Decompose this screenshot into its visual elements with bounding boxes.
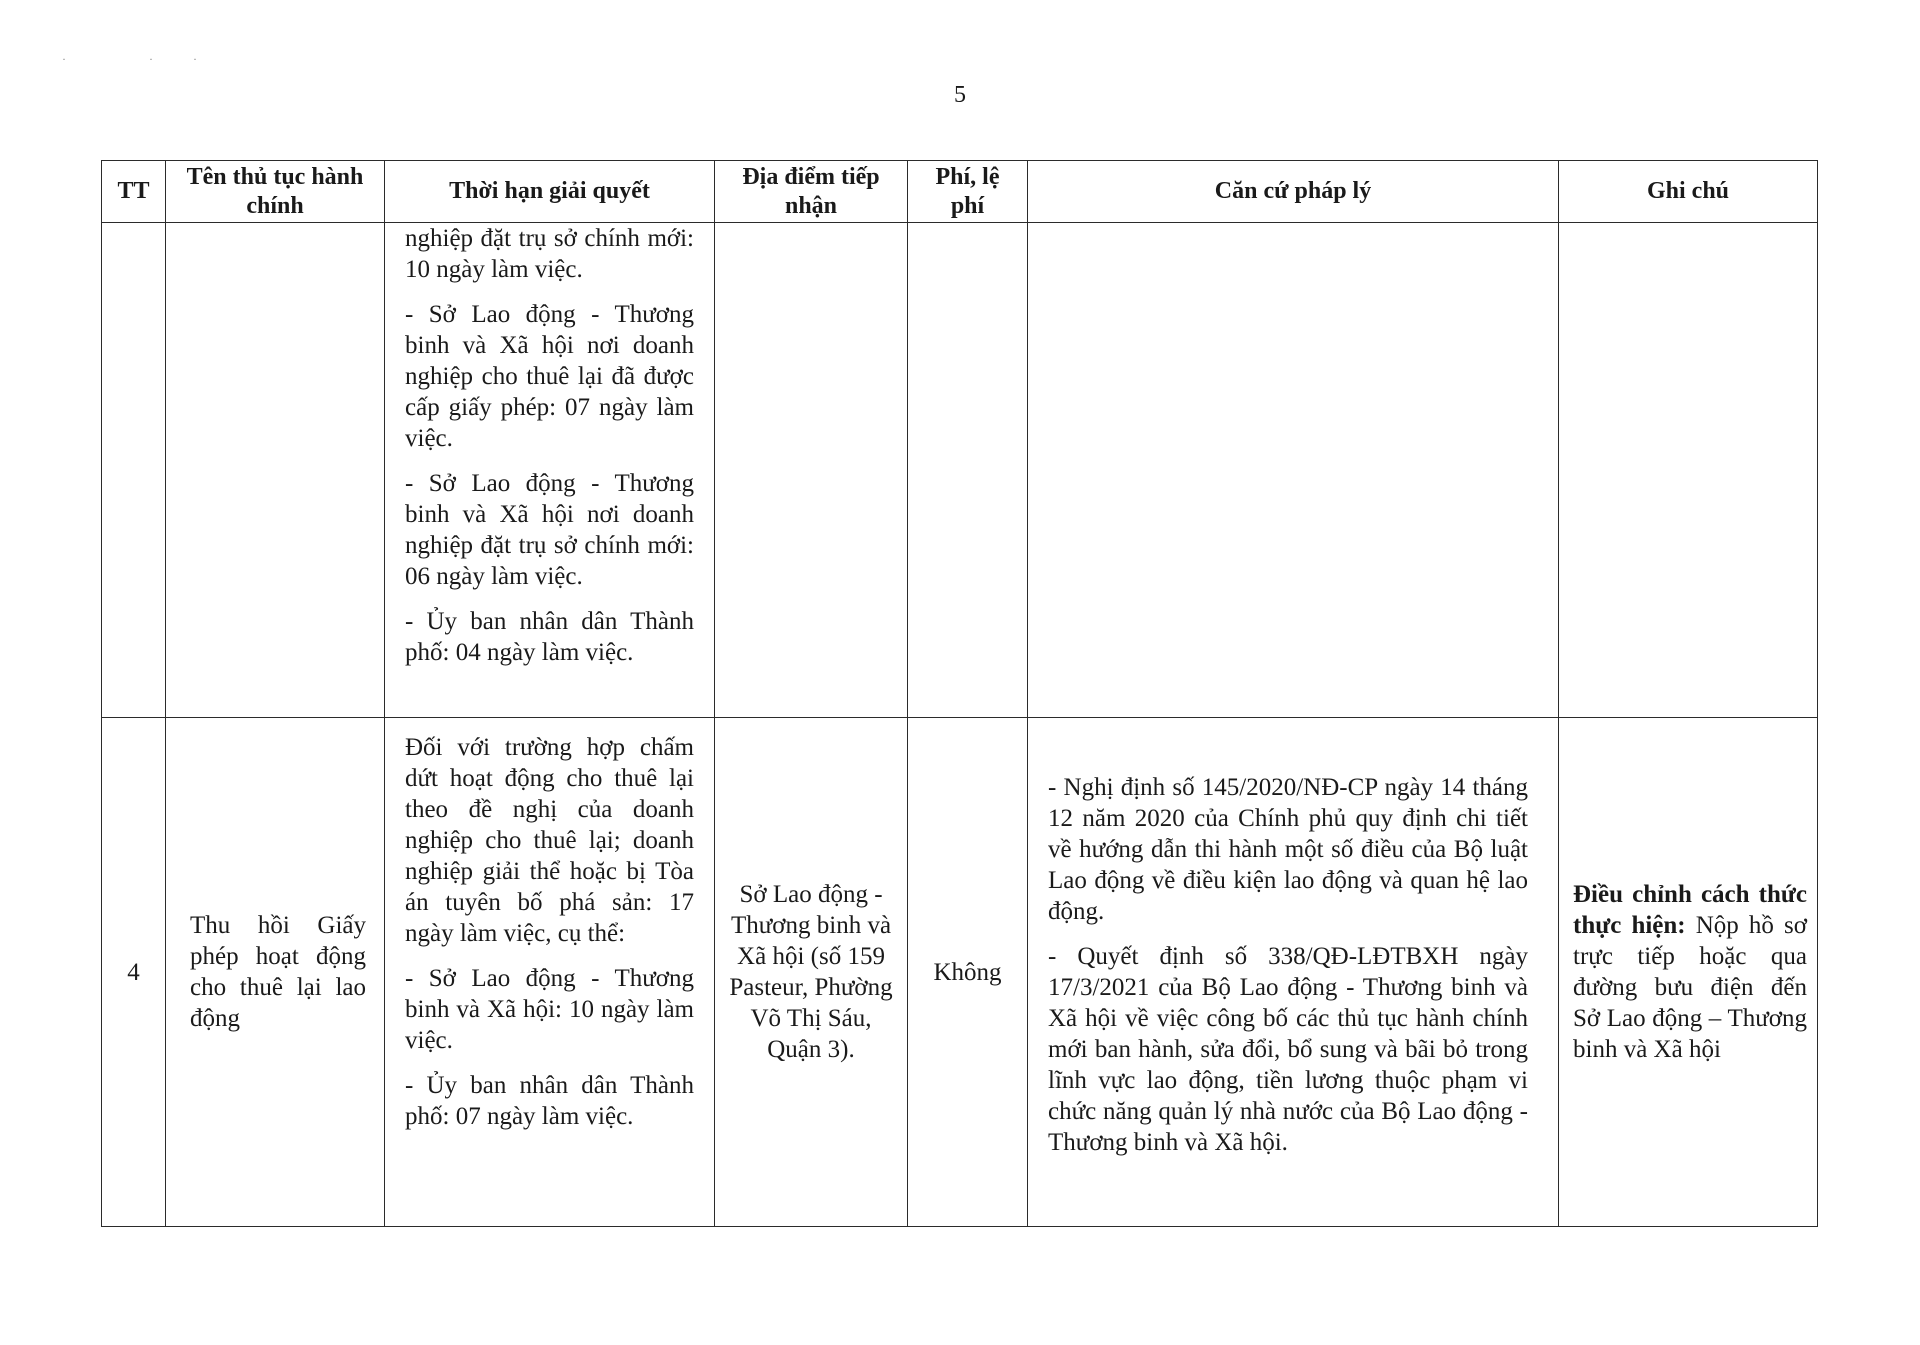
row4-note-cell bbox=[1559, 718, 1818, 1227]
header-procedure-name: Tên thủ tục hành chính bbox=[166, 161, 385, 223]
row4-legal-cell bbox=[1028, 718, 1559, 1227]
legal-paragraph: - Nghị định số 145/2020/NĐ-CP ngày 14 tháng 12 năm 2020 của Chính phủ quy định chi tiết về hướng dẫn thi hành một số điều của Bộ luật Lao động về điều kiện lao động và quan hệ lao động. bbox=[1048, 774, 1528, 925]
row4-fee-cell: Không bbox=[908, 718, 1028, 1227]
time-paragraph: - Sở Lao động - Thương binh và Xã hội: 10 ngày làm việc. bbox=[405, 965, 694, 1054]
header-fee: Phí, lệ phí bbox=[908, 161, 1028, 223]
row4-place-cell: Sở Lao động - Thương binh và Xã hội (số 159 Pasteur, Phường Võ Thị Sáu, Quận 3). bbox=[715, 718, 908, 1227]
note-bold-lead: Điều chỉnh cách thức thực hiện: bbox=[1573, 881, 1807, 939]
cont-note-cell bbox=[1559, 223, 1818, 718]
time-paragraph: - Sở Lao động - Thương binh và Xã hội nơi doanh nghiệp đặt trụ sở chính mới: 06 ngày làm việc. bbox=[405, 470, 694, 590]
header-receiving-place: Địa điểm tiếp nhận bbox=[715, 161, 908, 223]
table-header-row bbox=[102, 161, 1818, 223]
row4-procedure-name: Thu hồi Giấy phép hoạt động cho thuê lại lao động bbox=[166, 718, 385, 1227]
row4-tt-cell: 4 bbox=[102, 718, 166, 1227]
cont-name-cell bbox=[166, 223, 385, 718]
time-paragraph: - Ủy ban nhân dân Thành phố: 07 ngày làm việc. bbox=[405, 1072, 694, 1130]
legal-paragraph: - Quyết định số 338/QĐ-LĐTBXH ngày 17/3/2021 của Bộ Lao động - Thương binh và Xã hội về việc công bố các thủ tục hành chính mới ban hành, sửa đổi, bổ sung và bãi bỏ trong lĩnh vực lao động, tiền lương thuộc phạm vi chức năng quản lý nhà nước của Bộ Lao động - Thương binh và Xã hội. bbox=[1048, 943, 1528, 1156]
time-paragraph: - Ủy ban nhân dân Thành phố: 04 ngày làm việc. bbox=[405, 608, 694, 666]
cont-legal-cell bbox=[1028, 223, 1559, 718]
time-paragraph: Đối với trường hợp chấm dứt hoạt động cho thuê lại theo đề nghị của doanh nghiệp cho thuê lại; doanh nghiệp giải thể hoặc bị Tòa án tuyên bố phá sản: 17 ngày làm việc, cụ thể: bbox=[405, 734, 694, 947]
cont-tt-cell bbox=[102, 223, 166, 718]
scan-specks: · ·· bbox=[62, 52, 237, 66]
time-paragraph: - Sở Lao động - Thương binh và Xã hội nơi doanh nghiệp cho thuê lại đã được cấp giấy phép: 07 ngày làm việc. bbox=[405, 301, 694, 452]
table-row-continued bbox=[102, 223, 1818, 718]
procedures-table bbox=[101, 160, 1818, 1227]
header-legal-basis: Căn cứ pháp lý bbox=[1028, 161, 1559, 223]
table-row-4 bbox=[102, 718, 1818, 1227]
note-text: Nộp hồ sơ trực tiếp hoặc qua đường bưu điện đến Sở Lao động – Thương binh và Xã hội bbox=[1573, 912, 1807, 1063]
page-number: 5 bbox=[954, 82, 966, 108]
header-notes: Ghi chú bbox=[1559, 161, 1818, 223]
cont-time-cell bbox=[385, 223, 715, 718]
header-processing-time: Thời hạn giải quyết bbox=[385, 161, 715, 223]
row4-time-cell bbox=[385, 718, 715, 1227]
cont-place-cell bbox=[715, 223, 908, 718]
cont-fee-cell bbox=[908, 223, 1028, 718]
header-tt: TT bbox=[102, 161, 166, 223]
time-paragraph: nghiệp đặt trụ sở chính mới: 10 ngày làm việc. bbox=[405, 225, 694, 283]
